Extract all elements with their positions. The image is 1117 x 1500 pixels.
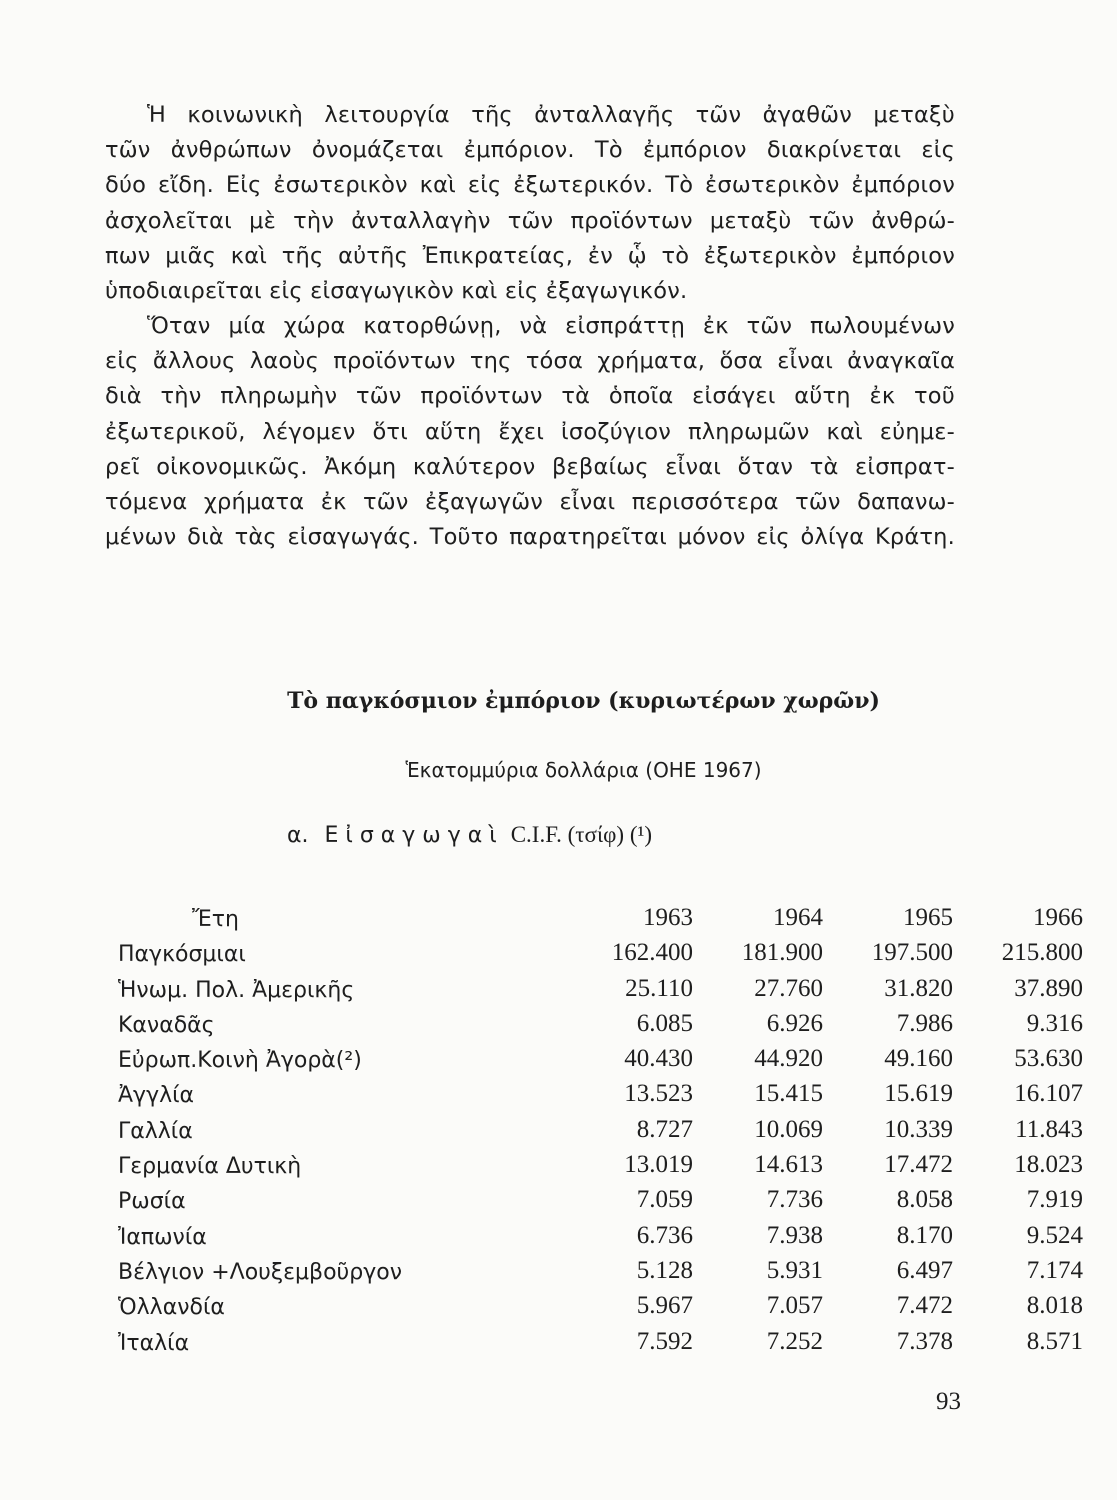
cell-value: 31.820 — [884, 974, 953, 1002]
table-row — [110, 1073, 1083, 1108]
row-label: Ἰταλία — [118, 1330, 190, 1356]
text-line: ἀσχολεῖται μὲ τὴν ἀνταλλαγὴν τῶν προϊόντων μεταξὺ τῶν ἀνθρώ- — [105, 207, 955, 234]
cell-value: 9.316 — [1026, 1009, 1083, 1037]
cell-value: 13.019 — [624, 1151, 693, 1179]
cell-value: 7.919 — [1026, 1186, 1083, 1214]
text-line: ὑποδιαιρεῖται εἰς εἰσαγωγικὸν καὶ εἰς ἐξαγωγικόν. — [105, 278, 688, 305]
table-row — [110, 1003, 1083, 1038]
table-row — [110, 1038, 1083, 1073]
row-label: Ρωσία — [118, 1189, 186, 1215]
cell-value: 6.736 — [636, 1221, 693, 1249]
text-line: διὰ τὴν πληρωμὴν τῶν προϊόντων τὰ ὁποῖα εἰσάγει αὕτη ἐκ τοῦ — [105, 383, 955, 410]
header-year: 1966 — [1033, 904, 1083, 931]
header-year: 1963 — [643, 904, 693, 931]
cell-value: 6.497 — [896, 1256, 953, 1284]
section-word: Εἰσαγωγαὶ — [324, 823, 504, 848]
table-row — [110, 1214, 1083, 1249]
cell-value: 8.018 — [1026, 1292, 1083, 1320]
cell-value: 7.592 — [636, 1327, 693, 1355]
table-subtitle: Ἑκατομμύρια δολλάρια (ΟΗΕ 1967) — [405, 758, 762, 782]
cell-value: 162.400 — [611, 939, 693, 967]
cell-value: 25.110 — [625, 974, 693, 1002]
paragraph-balance-of-payments — [105, 309, 955, 555]
cell-value: 37.890 — [1014, 974, 1083, 1002]
text-line: Ὅταν μία χώρα κατορθώνῃ, νὰ εἰσπράττῃ ἐκ τῶν πωλουμένων — [147, 313, 955, 339]
cell-value: 197.500 — [871, 939, 953, 967]
cell-value: 10.339 — [884, 1115, 953, 1143]
cell-value: 7.986 — [896, 1009, 953, 1037]
row-label: Ἀγγλία — [118, 1083, 195, 1109]
cell-value: 11.843 — [1015, 1115, 1083, 1143]
paragraph-trade-definition — [105, 98, 955, 309]
text-line: εἰς ἄλλους λαοὺς προϊόντων της τόσα χρήματα, ὅσα εἶναι ἀναγκαῖα — [105, 348, 955, 375]
cell-value: 8.170 — [896, 1221, 953, 1249]
section-rest: C.I.F. (τσίφ) (¹) — [510, 822, 653, 847]
cell-value: 18.023 — [1014, 1151, 1083, 1179]
table-row — [110, 1179, 1083, 1214]
cell-value: 10.069 — [754, 1115, 823, 1143]
cell-value: 7.736 — [766, 1186, 823, 1214]
cell-value: 215.800 — [1001, 939, 1083, 967]
table-row — [110, 967, 1083, 1002]
cell-value: 49.160 — [884, 1045, 953, 1073]
cell-value: 16.107 — [1014, 1080, 1083, 1108]
table-title: Τὸ παγκόσμιον ἐμπόριον (κυριωτέρων χωρῶν) — [287, 688, 880, 714]
cell-value: 6.926 — [766, 1009, 823, 1037]
cell-value: 53.630 — [1014, 1045, 1083, 1073]
row-label: Βέλγιον +Λουξεμβοῦργον — [118, 1259, 403, 1285]
section-heading-imports — [287, 822, 652, 848]
table-row — [110, 1108, 1083, 1143]
cell-value: 181.900 — [741, 939, 823, 967]
cell-value: 7.059 — [636, 1186, 693, 1214]
cell-value: 5.967 — [636, 1292, 693, 1320]
row-label: Καναδᾶς — [118, 1012, 215, 1038]
text-line: τῶν ἀνθρώπων ὀνομάζεται ἐμπόριον. Τὸ ἐμπόριον διακρίνεται εἰς — [105, 137, 955, 164]
cell-value: 7.472 — [896, 1292, 953, 1320]
cell-value: 7.252 — [766, 1327, 823, 1355]
cell-value: 7.057 — [766, 1292, 823, 1320]
row-label: Παγκόσμιαι — [118, 942, 246, 968]
cell-value: 40.430 — [624, 1045, 693, 1073]
text-line: ρεῖ οἰκονομικῶς. Ἀκόμη καλύτερον βεβαίως εἶναι ὅταν τὰ εἰσπρατ- — [105, 453, 955, 480]
cell-value: 8.058 — [896, 1186, 953, 1214]
row-label: Εὐρωπ.Κοινὴ Ἀγορὰ(²) — [118, 1048, 362, 1074]
cell-value: 5.128 — [636, 1256, 693, 1284]
cell-value: 8.571 — [1026, 1327, 1083, 1355]
text-line: τόμενα χρήματα ἐκ τῶν ἐξαγωγῶν εἶναι περισσότερα τῶν δαπανω- — [105, 489, 955, 516]
table-header-row — [110, 888, 1083, 932]
text-line: Ἡ κοινωνικὴ λειτουργία τῆς ἀνταλλαγῆς τῶν ἀγαθῶν μεταξὺ — [147, 102, 955, 128]
table-row — [110, 1285, 1083, 1320]
section-letter: α. — [287, 823, 309, 848]
cell-value: 9.524 — [1026, 1221, 1083, 1249]
text-line: ἐξωτερικοῦ, λέγομεν ὅτι αὕτη ἔχει ἰσοζύγιον πληρωμῶν καὶ εὐημε- — [105, 418, 955, 445]
row-label: Ἰαπωνία — [118, 1224, 207, 1250]
cell-value: 5.931 — [766, 1256, 823, 1284]
cell-value: 15.415 — [754, 1080, 823, 1108]
cell-value: 7.174 — [1026, 1256, 1083, 1284]
page-number: 93 — [936, 1388, 961, 1415]
cell-value: 15.619 — [884, 1080, 953, 1108]
cell-value: 17.472 — [884, 1151, 953, 1179]
cell-value: 44.920 — [754, 1045, 823, 1073]
row-label: Ὁλλανδία — [118, 1295, 225, 1321]
header-year: 1965 — [903, 904, 953, 931]
row-label: Γαλλία — [118, 1118, 193, 1144]
cell-value: 13.523 — [624, 1080, 693, 1108]
text-line: πων μιᾶς καὶ τῆς αὐτῆς Ἐπικρατείας, ἐν ᾧ τὸ ἐξωτερικὸν ἐμπόριον — [105, 242, 955, 269]
header-years-label: Ἔτη — [192, 907, 239, 932]
header-year: 1964 — [773, 904, 823, 931]
cell-value: 27.760 — [754, 974, 823, 1002]
cell-value: 8.727 — [636, 1115, 693, 1143]
row-label: Ἡνωμ. Πολ. Ἀμερικῆς — [118, 977, 355, 1003]
cell-value: 7.938 — [766, 1221, 823, 1249]
table-row — [110, 932, 1083, 967]
cell-value: 14.613 — [754, 1151, 823, 1179]
text-line: μένων διὰ τὰς εἰσαγωγάς. Τοῦτο παρατηρεῖται μόνον εἰς ὀλίγα Κράτη. — [105, 524, 955, 551]
cell-value: 6.085 — [636, 1009, 693, 1037]
imports-table — [110, 888, 1083, 1356]
row-label: Γερμανία Δυτικὴ — [118, 1154, 302, 1180]
text-line: δύο εἴδη. Εἰς ἐσωτερικὸν καὶ εἰς ἐξωτερικόν. Τὸ ἐσωτερικὸν ἐμπόριον — [105, 172, 955, 199]
cell-value: 7.378 — [896, 1327, 953, 1355]
table-row — [110, 1320, 1083, 1355]
table-row — [110, 1250, 1083, 1285]
table-row — [110, 1144, 1083, 1179]
